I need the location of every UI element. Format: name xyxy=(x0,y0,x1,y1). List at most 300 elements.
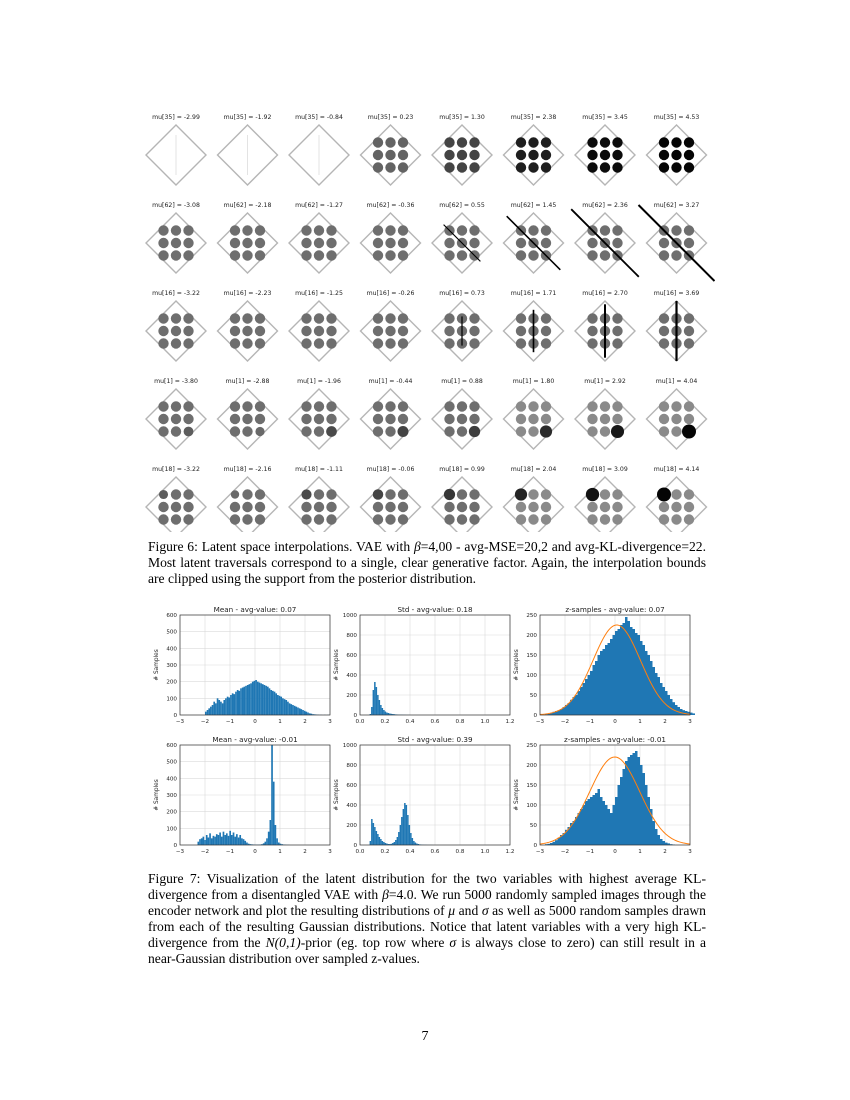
x-tick-label: −3 xyxy=(535,719,545,725)
histogram-bar xyxy=(229,831,231,845)
dot xyxy=(373,338,383,348)
histogram-bar xyxy=(633,629,636,715)
histogram-bar xyxy=(245,686,247,715)
x-tick-label: 2 xyxy=(303,719,307,725)
chart-title: Mean - avg-value: -0.01 xyxy=(212,735,298,744)
dot xyxy=(385,426,395,436)
dot xyxy=(659,137,669,147)
dot xyxy=(444,162,454,172)
dot xyxy=(469,426,480,437)
histogram-bar xyxy=(630,755,633,845)
dot xyxy=(469,401,479,411)
x-tick-label: 3 xyxy=(328,719,332,725)
histogram-bar xyxy=(265,842,267,845)
histogram-bar xyxy=(260,683,262,715)
histogram-bar xyxy=(222,703,224,715)
histogram-bar xyxy=(370,841,372,845)
interpolation-cell xyxy=(289,466,349,532)
histogram-bar xyxy=(212,705,214,715)
dot xyxy=(444,250,454,260)
dot xyxy=(326,414,336,424)
dot xyxy=(326,401,336,411)
histogram-bar xyxy=(645,785,648,845)
histogram-bar xyxy=(265,686,267,715)
dot xyxy=(659,162,669,172)
dot xyxy=(671,250,681,260)
histogram-bar xyxy=(277,695,279,715)
histogram-bar xyxy=(203,837,205,845)
histogram-bar xyxy=(257,682,259,715)
histogram-bar xyxy=(214,837,216,845)
dot xyxy=(541,401,551,411)
interpolation-cell xyxy=(432,114,492,185)
histogram-bar xyxy=(578,813,581,845)
histogram-chart xyxy=(514,735,692,855)
dot xyxy=(659,426,669,436)
dot xyxy=(314,502,324,512)
interpolation-cell xyxy=(575,466,635,532)
histogram-bar xyxy=(302,710,304,715)
dot xyxy=(600,502,610,512)
dot xyxy=(684,162,694,172)
dot xyxy=(671,502,681,512)
dot xyxy=(612,313,622,323)
histogram-bar xyxy=(274,692,276,715)
cell-label: mu[16] = 3.69 xyxy=(653,290,700,297)
dot xyxy=(528,162,538,172)
histogram-bar xyxy=(242,688,244,716)
x-tick-label: 1 xyxy=(638,849,642,855)
cell-label: mu[1] = -2.88 xyxy=(225,378,270,385)
histogram-bar xyxy=(223,832,225,845)
dot xyxy=(183,401,193,411)
dot xyxy=(528,414,538,424)
histogram-bar xyxy=(297,708,299,716)
dot xyxy=(587,313,597,323)
dot xyxy=(671,225,681,235)
y-tick-label: 250 xyxy=(526,613,537,619)
dot xyxy=(242,225,252,235)
dot xyxy=(255,414,265,424)
dot xyxy=(541,514,551,524)
x-tick-label: 0 xyxy=(253,719,257,725)
caption-text: is always close to zero) can still result in a near-Gaussian distribution over sampled z-values. xyxy=(148,935,707,966)
dot xyxy=(158,338,168,348)
dot xyxy=(612,414,622,424)
histogram-bar xyxy=(638,635,641,715)
histogram-bar xyxy=(670,699,673,715)
dot xyxy=(183,313,193,323)
histogram-bar xyxy=(231,835,233,845)
histogram-bar xyxy=(668,695,671,715)
dot xyxy=(326,514,336,524)
dot xyxy=(171,225,181,235)
histogram-bar xyxy=(233,694,235,715)
interpolation-cell xyxy=(218,202,278,273)
dot xyxy=(385,489,395,499)
cell-label: mu[18] = -1.11 xyxy=(295,466,343,473)
dot xyxy=(398,150,408,160)
histogram-bar xyxy=(382,841,384,845)
diagonal-bar xyxy=(507,216,561,270)
dot xyxy=(183,225,193,235)
interpolation-cell xyxy=(647,466,707,532)
histogram-bar xyxy=(273,782,275,845)
histogram-bar xyxy=(648,655,651,715)
dot xyxy=(600,137,610,147)
histogram-bar xyxy=(236,834,238,845)
dot xyxy=(586,488,599,501)
dot xyxy=(671,489,681,499)
histogram-bar xyxy=(590,797,593,845)
histogram-bar xyxy=(608,809,611,845)
histogram-bar xyxy=(240,688,242,715)
dot xyxy=(314,225,324,235)
dot xyxy=(469,514,479,524)
x-tick-label: 3 xyxy=(688,719,692,725)
dot xyxy=(398,489,408,499)
histogram-bar xyxy=(232,693,234,715)
dot xyxy=(255,313,265,323)
dot xyxy=(457,150,467,160)
dot xyxy=(659,313,669,323)
dot xyxy=(398,514,408,524)
cell-label: mu[18] = 2.04 xyxy=(510,466,557,473)
histogram-bar xyxy=(219,833,221,846)
histogram-bar xyxy=(640,641,643,715)
histogram-bar xyxy=(403,809,405,845)
x-tick-label: 0.4 xyxy=(405,849,415,855)
histogram-bar xyxy=(397,837,399,845)
dot xyxy=(255,238,265,248)
dot xyxy=(612,162,622,172)
x-tick-label: −1 xyxy=(225,849,235,855)
cell-label: mu[62] = 3.27 xyxy=(653,202,700,209)
dot xyxy=(469,137,479,147)
histogram-bar xyxy=(246,843,248,846)
mu-symbol: μ xyxy=(448,903,456,918)
figure-7-histograms xyxy=(140,605,715,862)
dot xyxy=(398,137,408,147)
histogram-bar xyxy=(613,635,616,715)
histogram-bar xyxy=(221,837,223,845)
histogram-bar xyxy=(678,707,681,715)
cell-label: mu[1] = -3.80 xyxy=(154,378,198,385)
dot xyxy=(326,426,337,437)
x-tick-label: 2 xyxy=(303,849,307,855)
dot xyxy=(444,414,454,424)
histogram-bar xyxy=(213,702,215,715)
y-tick-label: 100 xyxy=(166,826,177,833)
cell-label: mu[1] = 2.92 xyxy=(584,378,626,385)
y-tick-label: 500 xyxy=(166,759,177,766)
dot xyxy=(659,150,669,160)
dot xyxy=(541,238,551,248)
dot xyxy=(469,414,479,424)
dot xyxy=(183,326,193,336)
dot xyxy=(600,401,610,411)
dot xyxy=(255,489,265,499)
figure-6-caption xyxy=(148,539,706,587)
dot xyxy=(612,401,622,411)
x-tick-label: −3 xyxy=(535,849,545,855)
dot xyxy=(171,414,181,424)
cell-label: mu[1] = 4.04 xyxy=(655,378,698,385)
dot xyxy=(516,162,526,172)
dot xyxy=(230,401,240,411)
dot xyxy=(398,326,408,336)
chart-title: Std - avg-value: 0.18 xyxy=(397,605,473,614)
dot xyxy=(385,238,395,248)
x-tick-label: 0.8 xyxy=(455,719,465,725)
y-tick-label: 100 xyxy=(526,673,537,679)
histogram-bar xyxy=(412,838,414,845)
histogram-bar xyxy=(289,703,291,715)
histogram-bar xyxy=(623,769,626,845)
y-tick-label: 400 xyxy=(346,673,357,679)
dot xyxy=(171,426,181,436)
histogram-bar xyxy=(213,836,215,845)
y-tick-label: 800 xyxy=(346,633,357,639)
x-tick-label: −2 xyxy=(200,719,210,725)
cell-label: mu[62] = -3.08 xyxy=(152,202,200,209)
histogram-bar xyxy=(247,685,249,715)
dot xyxy=(373,326,383,336)
histogram-bar xyxy=(208,708,210,715)
dot xyxy=(385,514,395,524)
histogram-bar xyxy=(658,835,661,845)
sigma-symbol: σ xyxy=(449,935,457,950)
histogram-bar xyxy=(237,690,239,715)
histogram-bar xyxy=(294,706,296,715)
interpolation-cell xyxy=(146,202,206,273)
histogram-bar xyxy=(259,683,261,716)
dot xyxy=(659,250,669,260)
histogram-bar xyxy=(615,797,618,845)
dot xyxy=(541,326,551,336)
interpolation-cell xyxy=(289,378,349,449)
interpolation-cell xyxy=(218,114,278,185)
x-tick-label: 1.0 xyxy=(480,719,490,725)
dot xyxy=(301,514,311,524)
cell-label: mu[1] = -0.44 xyxy=(368,378,413,385)
x-tick-label: −1 xyxy=(585,719,595,725)
histogram-bar xyxy=(304,711,306,715)
dot xyxy=(301,313,311,323)
interpolation-cell xyxy=(504,466,564,532)
cell-label: mu[16] = 2.70 xyxy=(582,290,628,297)
dot xyxy=(516,338,526,348)
interpolation-cell xyxy=(361,290,421,361)
histogram-bar xyxy=(250,683,252,715)
histogram-bar xyxy=(282,698,284,715)
cell-label: mu[16] = 0.73 xyxy=(439,290,485,297)
dot xyxy=(255,326,265,336)
histogram-bar xyxy=(595,661,598,715)
histogram-bar xyxy=(625,761,628,845)
cell-label: mu[62] = -1.27 xyxy=(295,202,343,209)
y-tick-label: 0 xyxy=(353,843,357,849)
dot xyxy=(587,338,597,348)
histogram-bar xyxy=(588,675,591,715)
dot xyxy=(516,502,526,512)
dot xyxy=(469,238,479,248)
y-tick-label: 200 xyxy=(166,679,177,686)
x-tick-label: −1 xyxy=(585,849,595,855)
x-tick-label: 0.2 xyxy=(380,849,390,855)
y-tick-label: 400 xyxy=(346,803,357,809)
dot xyxy=(682,425,696,439)
dot xyxy=(314,250,324,260)
dot xyxy=(612,150,622,160)
dot xyxy=(301,238,311,248)
dot xyxy=(541,150,551,160)
dot xyxy=(158,414,168,424)
dot xyxy=(671,401,681,411)
dot xyxy=(541,137,551,147)
y-tick-label: 0 xyxy=(173,713,177,719)
dot xyxy=(255,338,265,348)
histogram-bar xyxy=(270,690,272,715)
dot xyxy=(528,150,538,160)
histogram-bar xyxy=(650,661,653,715)
y-tick-label: 50 xyxy=(529,823,537,829)
dot xyxy=(528,426,538,436)
dot xyxy=(516,326,526,336)
x-tick-label: −1 xyxy=(225,719,235,725)
y-tick-label: 150 xyxy=(526,783,537,789)
dot xyxy=(373,250,383,260)
dot xyxy=(230,426,240,436)
histogram-bar xyxy=(377,695,379,715)
dot xyxy=(314,426,324,436)
dot xyxy=(326,338,336,348)
dot xyxy=(611,425,624,438)
dot xyxy=(301,250,311,260)
histogram-bar xyxy=(285,700,287,715)
dot xyxy=(515,488,527,500)
dot xyxy=(671,137,681,147)
dot xyxy=(587,326,597,336)
histogram-bar xyxy=(598,789,601,845)
dot xyxy=(541,489,551,499)
interpolation-cell xyxy=(647,378,707,449)
histogram-bar xyxy=(207,710,209,715)
dot xyxy=(528,250,538,260)
dot xyxy=(171,514,181,524)
y-tick-label: 0 xyxy=(353,713,357,719)
histogram-bar xyxy=(398,832,400,845)
dot xyxy=(255,514,265,524)
dot xyxy=(587,414,597,424)
dot xyxy=(528,401,538,411)
y-tick-label: 500 xyxy=(166,629,177,636)
histogram-bar xyxy=(643,645,646,715)
dot xyxy=(159,490,168,499)
dot xyxy=(242,514,252,524)
histogram-chart xyxy=(154,735,332,855)
cell-label: mu[35] = -2.99 xyxy=(152,114,200,121)
histogram-bar xyxy=(620,777,623,845)
chart-title: Std - avg-value: 0.39 xyxy=(397,735,473,744)
cell-label: mu[18] = -2.16 xyxy=(223,466,272,473)
histogram-bar xyxy=(633,753,636,845)
dot xyxy=(516,514,526,524)
histogram-bar xyxy=(407,815,409,845)
histogram-bar xyxy=(230,695,232,715)
dot xyxy=(183,414,193,424)
dot xyxy=(171,326,181,336)
dot xyxy=(385,150,395,160)
dot xyxy=(158,313,168,323)
dot xyxy=(659,514,669,524)
histogram-bar xyxy=(376,687,378,715)
x-tick-label: 0 xyxy=(613,849,617,855)
histogram-bar xyxy=(287,702,289,715)
y-tick-label: 200 xyxy=(166,809,177,816)
y-tick-label: 600 xyxy=(346,653,357,659)
dot xyxy=(516,150,526,160)
dot xyxy=(230,225,240,235)
prior-symbol: N(0,1) xyxy=(265,935,301,950)
histogram-bar xyxy=(585,801,588,845)
dot xyxy=(326,225,336,235)
y-tick-label: 1000 xyxy=(342,613,357,619)
cell-label: mu[35] = 1.30 xyxy=(439,114,485,121)
dot xyxy=(671,414,681,424)
interpolation-cell xyxy=(146,378,206,449)
dot xyxy=(385,225,395,235)
dot xyxy=(457,414,467,424)
dot xyxy=(171,502,181,512)
y-tick-label: 300 xyxy=(166,793,177,799)
dot xyxy=(326,489,336,499)
dot xyxy=(587,238,597,248)
dot xyxy=(516,401,526,411)
histogram-bar xyxy=(276,838,278,845)
dot xyxy=(612,502,622,512)
y-tick-label: 1000 xyxy=(342,743,357,749)
histogram-bar xyxy=(400,825,402,845)
histogram-bar xyxy=(278,843,280,846)
histogram-bar xyxy=(683,710,686,715)
interpolation-cell xyxy=(432,378,492,449)
dot xyxy=(684,401,694,411)
dot xyxy=(385,414,395,424)
histogram-bar xyxy=(270,820,272,845)
histogram-bar xyxy=(575,817,578,845)
beta-symbol: β xyxy=(413,539,421,554)
dot xyxy=(171,250,181,260)
y-axis-label: # Samples xyxy=(154,649,160,681)
dot xyxy=(684,502,694,512)
dot xyxy=(326,250,336,260)
histogram-bar xyxy=(618,785,621,845)
dot xyxy=(671,150,681,160)
histogram-bar xyxy=(380,705,382,715)
cell-label: mu[1] = 0.88 xyxy=(441,378,483,385)
histogram-bar xyxy=(220,702,222,715)
caption-text: as well as 5000 random samples drawn from each of the resulting Gaussian distributions. Notice that latent variables with a very high KL-divergence from the xyxy=(148,903,706,950)
histogram-bar xyxy=(593,665,596,715)
histogram-bar xyxy=(238,838,240,846)
dot xyxy=(398,250,408,260)
x-tick-label: 0.8 xyxy=(455,849,465,855)
cell-label: mu[18] = 4.14 xyxy=(653,466,700,473)
histogram-bar xyxy=(292,705,294,715)
histogram-bar xyxy=(254,681,256,715)
cell-label: mu[18] = 3.09 xyxy=(582,466,628,473)
